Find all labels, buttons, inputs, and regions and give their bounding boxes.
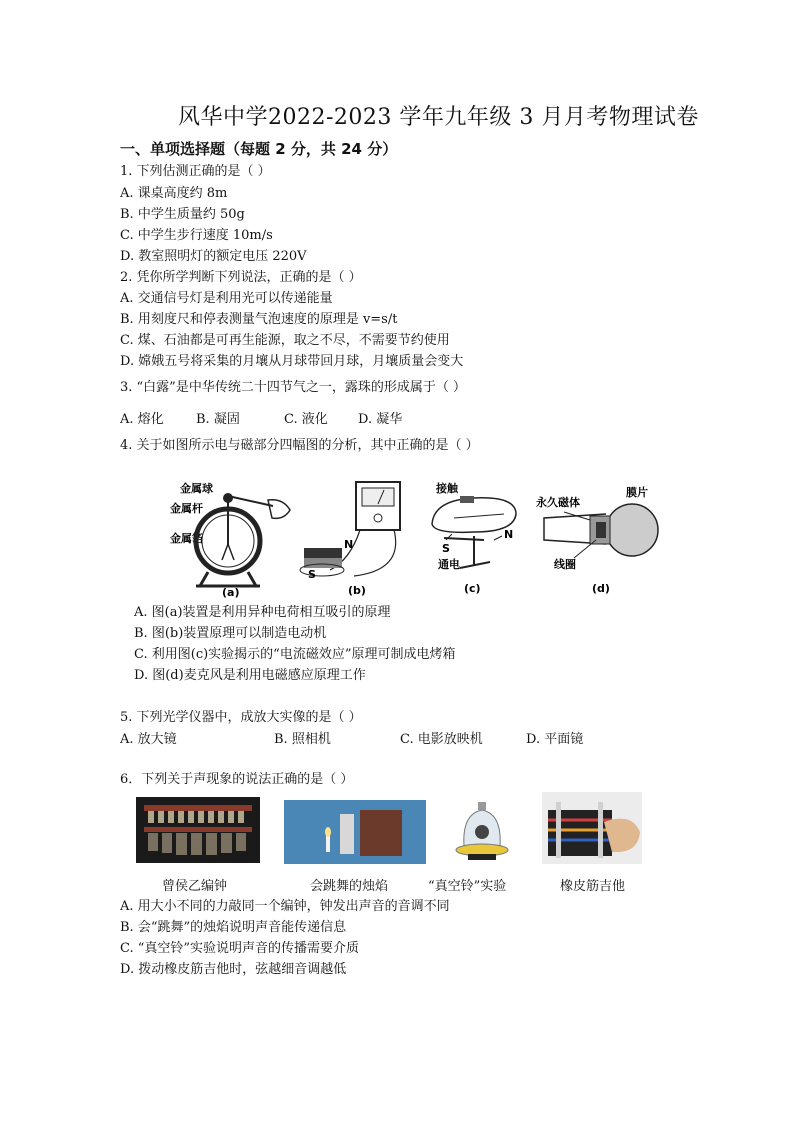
figure-d-microphone	[534, 478, 664, 598]
photo-vacuum-bell	[450, 796, 514, 864]
q4-option-d: D. 图(d)麦克风是利用电磁感应原理工作	[134, 668, 366, 683]
q4-option-c: C. 利用图(c)实验揭示的“电流磁效应”原理可制成电烤箱	[134, 647, 456, 662]
q6-caption-guitar: 橡皮筋吉他	[560, 879, 626, 894]
q2-option-b: B. 用刻度尺和停表测量气泡速度的原理是 v=s/t	[120, 312, 398, 327]
fig-b-label-n: N	[344, 538, 354, 551]
fig-b-caption: (b)	[348, 584, 366, 597]
q4-option-a: A. 图(a)装置是利用异种电荷相互吸引的原理	[134, 605, 391, 620]
q2-stem: 2. 凭你所学判断下列说法，正确的是（ ）	[120, 270, 362, 285]
fig-a-caption: (a)	[222, 586, 240, 598]
q3-option-b: B. 凝固	[196, 412, 240, 427]
q6-option-b: B. 会“跳舞”的烛焰说明声音能传递信息	[120, 920, 347, 935]
q3-option-a: A. 熔化	[120, 412, 164, 427]
q4-option-b: B. 图(b)装置原理可以制造电动机	[134, 626, 327, 641]
fig-a-label-foil: 金属箔	[170, 532, 203, 545]
q5-option-a: A. 放大镜	[120, 732, 177, 747]
fig-c-label-s: S	[442, 542, 450, 555]
q1-option-d: D. 教室照明灯的额定电压 220V	[120, 249, 307, 264]
fig-d-label-magnet: 永久磁体	[536, 496, 580, 509]
fig-b-label-s: S	[308, 568, 316, 581]
q6-option-a: A. 用大小不同的力敲同一个编钟，钟发出声音的音调不同	[120, 899, 450, 914]
fig-c-label-n: N	[504, 528, 514, 541]
q6-caption-bells: 曾侯乙编钟	[162, 879, 228, 894]
fig-d-label-diaphragm: 膜片	[626, 486, 648, 499]
q6-option-d: D. 拨动橡皮筋吉他时，弦越细音调越低	[120, 962, 347, 977]
q6-caption-vacuum-bell: “真空铃”实验	[428, 879, 507, 894]
fig-d-caption: (d)	[592, 582, 610, 595]
figure-a-electroscope	[168, 476, 298, 598]
fig-c-label-power: 通电	[438, 558, 460, 571]
fig-a-label-ball: 金属球	[180, 482, 213, 495]
photo-rubber-band-guitar	[542, 792, 642, 864]
q3-option-d: D. 凝华	[358, 412, 403, 427]
photo-dancing-candle	[284, 800, 426, 864]
q6-caption-candle: 会跳舞的烛焰	[310, 879, 389, 894]
q1-option-c: C. 中学生步行速度 10m/s	[120, 228, 273, 243]
q5-stem: 5. 下列光学仪器中，成放大实像的是（ ）	[120, 710, 362, 725]
q5-option-c: C. 电影放映机	[400, 732, 483, 747]
q1-option-b: B. 中学生质量约 50g	[120, 207, 245, 222]
q2-option-c: C. 煤、石油都是可再生能源，取之不尽，不需要节约使用	[120, 333, 450, 348]
fig-a-label-rod: 金属杆	[170, 502, 203, 515]
q2-option-a: A. 交通信号灯是利用光可以传递能量	[120, 291, 333, 306]
q2-option-d: D. 嫦娥五号将采集的月壤从月球带回月球，月壤质量会变大	[120, 354, 464, 369]
photo-chime-bells	[136, 797, 260, 863]
fig-c-caption: (c)	[464, 582, 481, 595]
figure-b-galvanometer	[298, 478, 410, 598]
q4-stem: 4. 关于如图所示电与磁部分四幅图的分析，其中正确的是（ ）	[120, 438, 479, 453]
q1-option-a: A. 课桌高度约 8m	[120, 186, 228, 201]
fig-c-label-contact: 接触	[436, 482, 458, 495]
q1-stem: 1. 下列估测正确的是（ ）	[120, 164, 271, 179]
q3-option-c: C. 液化	[284, 412, 328, 427]
q6-stem: 6．下列关于声现象的说法正确的是（ ）	[120, 772, 354, 787]
exam-title: 风华中学2022-2023 学年九年级 3 月月考物理试卷	[178, 105, 699, 130]
figure-c-oersted	[424, 480, 524, 598]
fig-d-label-coil: 线圈	[554, 558, 576, 571]
q6-option-c: C. “真空铃”实验说明声音的传播需要介质	[120, 941, 360, 956]
q5-option-d: D. 平面镜	[526, 732, 584, 747]
q5-option-b: B. 照相机	[274, 732, 331, 747]
section-heading: 一、单项选择题（每题 2 分，共 24 分）	[120, 140, 398, 158]
q3-stem: 3. “白露”是中华传统二十四节气之一，露珠的形成属于（ ）	[120, 380, 466, 395]
